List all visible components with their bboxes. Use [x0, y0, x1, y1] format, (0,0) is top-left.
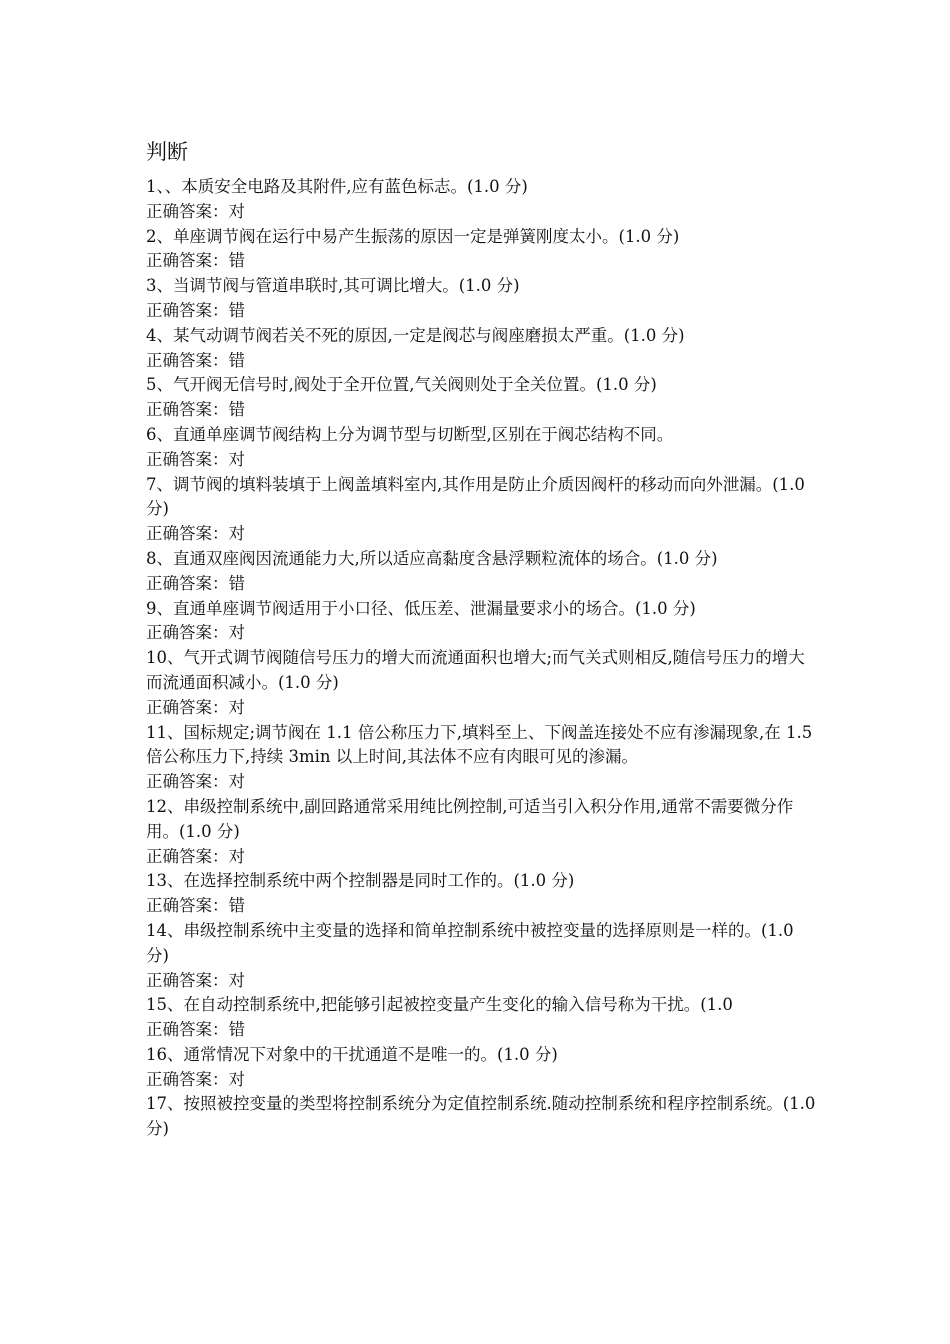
question-item	[146, 1092, 816, 1142]
answer-line	[146, 969, 816, 994]
answer-line	[146, 621, 816, 646]
question-text: 10、气开式调节阀随信号压力的增大而流通面积也增大;而气关式则相反,随信号压力的增大而流通面积减小。(1.0 分)	[146, 648, 805, 692]
answer-label: 正确答案：	[146, 300, 229, 320]
question-text: 16、通常情况下对象中的干扰通道不是唯一的。(1.0 分)	[146, 1044, 558, 1064]
question-item	[146, 646, 816, 720]
answer-label: 正确答案：	[146, 896, 229, 916]
question-text: 4、某气动调节阀若关不死的原因,一定是阀芯与阀座磨损太严重。(1.0 分)	[146, 325, 685, 345]
question-item	[146, 795, 816, 869]
answer-line	[146, 894, 816, 919]
question-item	[146, 993, 816, 1043]
answer-label: 正确答案：	[146, 846, 229, 866]
answer-value: 错	[228, 300, 245, 320]
question-text: 11、国标规定;调节阀在 1.1 倍公称压力下,填料至上、下阀盖连接处不应有渗漏现象,在 1.5 倍公称压力下,持续 3min 以上时间,其法体不应有肉眼可见的渗漏。	[146, 722, 813, 767]
answer-line	[146, 1068, 816, 1093]
question-item	[146, 324, 816, 374]
answer-label: 正确答案：	[146, 400, 229, 420]
answer-line	[146, 249, 816, 274]
question-text: 14、串级控制系统中主变量的选择和简单控制系统中被控变量的选择原则是一样的。(1.0 分)	[146, 920, 794, 965]
answer-value: 错	[228, 896, 245, 916]
answer-value: 错	[228, 400, 245, 420]
question-item	[146, 597, 816, 647]
answer-line	[146, 572, 816, 597]
question-text: 13、在选择控制系统中两个控制器是同时工作的。(1.0 分)	[146, 871, 575, 891]
question-item	[146, 373, 816, 423]
question-text: 2、单座调节阀在运行中易产生振荡的原因一定是弹簧刚度太小。(1.0 分)	[146, 226, 680, 246]
answer-value: 对	[228, 697, 245, 717]
answer-line	[146, 200, 816, 225]
question-item	[146, 225, 816, 275]
answer-value: 对	[228, 524, 245, 544]
answer-value: 错	[228, 573, 245, 593]
question-item	[146, 423, 816, 473]
question-text: 12、串级控制系统中,副回路通常采用纯比例控制,可适当引入积分作用,通常不需要微分作用。(1.0 分)	[146, 796, 794, 841]
document-page	[146, 137, 816, 1142]
answer-value: 错	[228, 1020, 245, 1040]
answer-line	[146, 398, 816, 423]
answer-label: 正确答案：	[146, 1020, 229, 1040]
answer-value: 错	[228, 251, 245, 271]
answer-value: 对	[228, 201, 245, 221]
answer-label: 正确答案：	[146, 573, 229, 593]
answer-line	[146, 1018, 816, 1043]
question-item	[146, 869, 816, 919]
question-text: 8、直通双座阀因流通能力大,所以适应高黏度含悬浮颗粒流体的场合。(1.0 分)	[146, 548, 718, 568]
answer-label: 正确答案：	[146, 251, 229, 271]
answer-value: 对	[228, 623, 245, 643]
answer-label: 正确答案：	[146, 449, 229, 469]
answer-value: 对	[228, 970, 245, 990]
answer-line	[146, 349, 816, 374]
answer-value: 对	[228, 449, 245, 469]
question-text: 15、在自动控制系统中,把能够引起被控变量产生变化的输入信号称为干扰。(1.0	[146, 995, 733, 1015]
answer-line	[146, 845, 816, 870]
question-item	[146, 721, 816, 795]
answer-label: 正确答案：	[146, 1069, 229, 1089]
answer-line	[146, 448, 816, 473]
question-list	[146, 175, 816, 1142]
answer-line	[146, 770, 816, 795]
answer-line	[146, 522, 816, 547]
answer-line	[146, 696, 816, 721]
question-text: 9、直通单座调节阀适用于小口径、低压差、泄漏量要求小的场合。(1.0 分)	[146, 598, 696, 618]
answer-value: 对	[228, 1069, 245, 1089]
answer-value: 对	[228, 772, 245, 792]
answer-label: 正确答案：	[146, 772, 229, 792]
question-text: 17、按照被控变量的类型将控制系统分为定值控制系统.随动控制系统和程序控制系统。(1.0 分)	[146, 1094, 816, 1139]
answer-value: 错	[228, 350, 245, 370]
question-item	[146, 274, 816, 324]
question-item	[146, 473, 816, 547]
answer-label: 正确答案：	[146, 201, 229, 221]
question-text: 7、调节阀的填料装填于上阀盖填料室内,其作用是防止介质因阀杆的移动而向外泄漏。(1.0 分)	[146, 474, 805, 519]
question-text: 3、当调节阀与管道串联时,其可调比增大。(1.0 分)	[146, 276, 520, 296]
answer-line	[146, 299, 816, 324]
question-item	[146, 919, 816, 993]
answer-label: 正确答案：	[146, 524, 229, 544]
section-heading: 判断	[146, 140, 188, 164]
answer-label: 正确答案：	[146, 623, 229, 643]
question-item	[146, 1043, 816, 1093]
answer-label: 正确答案：	[146, 350, 229, 370]
answer-value: 对	[228, 846, 245, 866]
question-text: 6、直通单座调节阀结构上分为调节型与切断型,区别在于阀芯结构不同。	[146, 424, 674, 444]
question-item	[146, 175, 816, 225]
answer-label: 正确答案：	[146, 970, 229, 990]
question-text: 5、气开阀无信号时,阀处于全开位置,气关阀则处于全关位置。(1.0 分)	[146, 375, 657, 395]
answer-label: 正确答案：	[146, 697, 229, 717]
question-text: 1、、本质安全电路及其附件,应有蓝色标志。(1.0 分)	[146, 177, 528, 196]
question-item	[146, 547, 816, 597]
